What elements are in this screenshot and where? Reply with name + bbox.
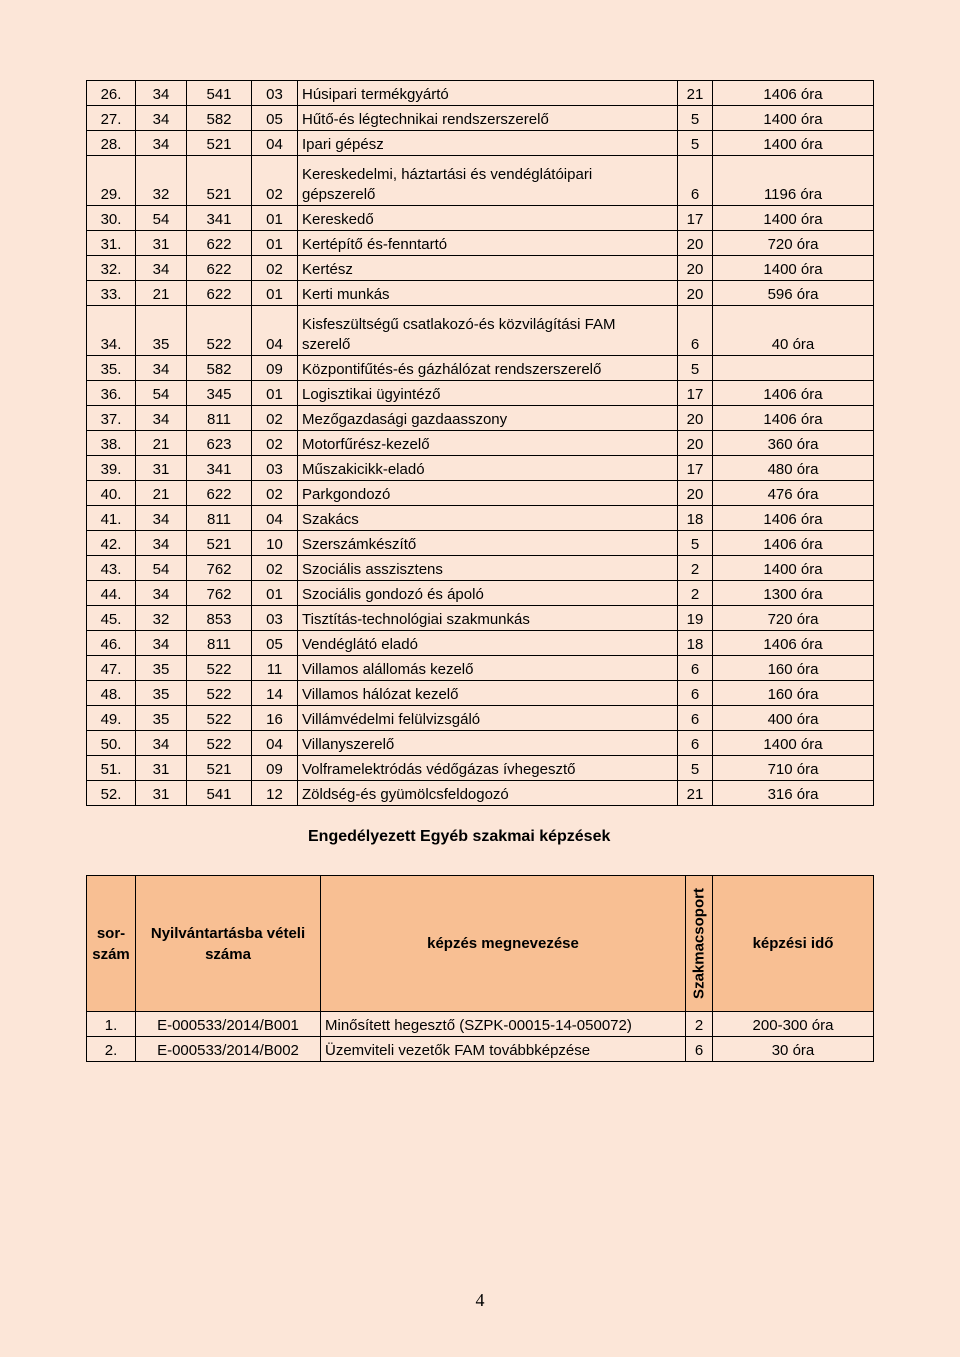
- code-part-c-cell: 09: [252, 356, 298, 381]
- row-number-cell: 50.: [87, 731, 136, 756]
- group-cell: 20: [678, 481, 713, 506]
- table-row: [87, 581, 874, 606]
- occupation-name-cell: [298, 106, 678, 131]
- code-part-a-cell: 21: [136, 481, 187, 506]
- occupation-name-line: Szakács: [302, 511, 359, 528]
- group-cell: 20: [678, 231, 713, 256]
- code-part-a-cell: 31: [136, 456, 187, 481]
- group-cell: 18: [678, 506, 713, 531]
- code-part-a-cell: 21: [136, 281, 187, 306]
- code-part-c-cell: 02: [252, 156, 298, 206]
- table-row: [87, 156, 874, 206]
- table-row: [87, 756, 874, 781]
- code-part-a-cell: 34: [136, 581, 187, 606]
- code-part-a-cell: 31: [136, 231, 187, 256]
- occupation-name-cell: [298, 506, 678, 531]
- occupations-table: [86, 80, 874, 806]
- code-part-c-cell: 03: [252, 606, 298, 631]
- row-number-cell: 45.: [87, 606, 136, 631]
- code-part-c-cell: 01: [252, 231, 298, 256]
- code-part-b-cell: 622: [187, 481, 252, 506]
- group-cell: 2: [678, 581, 713, 606]
- table-row: [87, 281, 874, 306]
- table-row: [87, 506, 874, 531]
- occupation-name-line: Kerti munkás: [302, 286, 390, 303]
- duration-cell: 480 óra: [713, 456, 874, 481]
- row-number-cell: 27.: [87, 106, 136, 131]
- table-row: [87, 531, 874, 556]
- code-part-a-cell: 21: [136, 431, 187, 456]
- code-part-b-cell: 541: [187, 81, 252, 106]
- group-cell: 17: [678, 381, 713, 406]
- occupation-name-cell: [298, 256, 678, 281]
- code-part-a-cell: 31: [136, 781, 187, 806]
- group-cell: 6: [678, 156, 713, 206]
- code-part-a-cell: 34: [136, 256, 187, 281]
- group-cell: 20: [678, 406, 713, 431]
- duration-cell: 1406 óra: [713, 506, 874, 531]
- table-row: [87, 231, 874, 256]
- group-cell: 5: [678, 131, 713, 156]
- code-part-c-cell: 02: [252, 406, 298, 431]
- occupation-name-cell: [298, 656, 678, 681]
- code-part-b-cell: 522: [187, 656, 252, 681]
- code-part-b-cell: 521: [187, 756, 252, 781]
- group-cell: 17: [678, 456, 713, 481]
- row-number-cell: 37.: [87, 406, 136, 431]
- group-cell: 2: [686, 1012, 713, 1037]
- code-part-b-cell: 811: [187, 631, 252, 656]
- occupation-name-cell: [298, 606, 678, 631]
- occupation-name-cell: [298, 756, 678, 781]
- occupation-name-line: Kisfeszültségű csatlakozó-és közvilágítási FAM: [302, 316, 616, 333]
- code-part-c-cell: 02: [252, 256, 298, 281]
- code-part-c-cell: 10: [252, 531, 298, 556]
- code-part-b-cell: 341: [187, 456, 252, 481]
- group-cell: 6: [686, 1037, 713, 1062]
- group-cell: 6: [678, 731, 713, 756]
- table-row: [87, 606, 874, 631]
- row-number-cell: 1.: [87, 1012, 136, 1037]
- code-part-a-cell: 35: [136, 656, 187, 681]
- table-row: [87, 556, 874, 581]
- occupation-name-line: Szociális asszisztens: [302, 561, 443, 578]
- row-number-cell: 46.: [87, 631, 136, 656]
- row-number-cell: 49.: [87, 706, 136, 731]
- table-row: [87, 781, 874, 806]
- table-row: [87, 1012, 874, 1037]
- duration-cell: 30 óra: [713, 1037, 874, 1062]
- occupation-name-cell: [298, 631, 678, 656]
- code-part-c-cell: 04: [252, 731, 298, 756]
- code-part-a-cell: 34: [136, 81, 187, 106]
- duration-cell: [713, 356, 874, 381]
- row-number-cell: 51.: [87, 756, 136, 781]
- table-row: [87, 206, 874, 231]
- row-number-cell: 28.: [87, 131, 136, 156]
- group-cell: 19: [678, 606, 713, 631]
- code-part-c-cell: 02: [252, 431, 298, 456]
- table-row: [87, 131, 874, 156]
- group-cell: 6: [678, 306, 713, 356]
- table-row: [87, 1037, 874, 1062]
- row-number-cell: 42.: [87, 531, 136, 556]
- occupation-name-line: Központifűtés-és gázhálózat rendszerszerelő: [302, 361, 602, 378]
- code-part-c-cell: 04: [252, 131, 298, 156]
- section-title: Engedélyezett Egyéb szakmai képzések: [308, 828, 611, 845]
- occupation-name-cell: [298, 481, 678, 506]
- table-row: [87, 481, 874, 506]
- row-number-cell: 30.: [87, 206, 136, 231]
- group-cell: 20: [678, 256, 713, 281]
- duration-cell: 1406 óra: [713, 81, 874, 106]
- duration-cell: 1400 óra: [713, 256, 874, 281]
- code-part-b-cell: 541: [187, 781, 252, 806]
- code-part-c-cell: 04: [252, 306, 298, 356]
- page-number: 4: [475, 1290, 485, 1310]
- occupation-name-cell: [298, 306, 678, 356]
- duration-cell: 596 óra: [713, 281, 874, 306]
- code-part-b-cell: 345: [187, 381, 252, 406]
- code-part-b-cell: 853: [187, 606, 252, 631]
- occupation-name-cell: [298, 381, 678, 406]
- group-cell: 17: [678, 206, 713, 231]
- row-number-cell: 26.: [87, 81, 136, 106]
- duration-cell: 360 óra: [713, 431, 874, 456]
- code-part-a-cell: 54: [136, 556, 187, 581]
- row-number-cell: 40.: [87, 481, 136, 506]
- occupation-name-cell: [298, 706, 678, 731]
- occupation-name-cell: [298, 731, 678, 756]
- duration-cell: 1406 óra: [713, 381, 874, 406]
- table-row: [87, 456, 874, 481]
- row-number-cell: 48.: [87, 681, 136, 706]
- code-part-a-cell: 34: [136, 631, 187, 656]
- code-part-a-cell: 34: [136, 106, 187, 131]
- table-row: [87, 381, 874, 406]
- code-part-b-cell: 582: [187, 106, 252, 131]
- duration-cell: 1406 óra: [713, 631, 874, 656]
- duration-cell: 720 óra: [713, 606, 874, 631]
- occupation-name-line: Mezőgazdasági gazdaasszony: [302, 411, 508, 428]
- header-kepzesi-ido: képzési idő: [713, 876, 874, 1012]
- code-part-c-cell: 03: [252, 81, 298, 106]
- code-part-b-cell: 762: [187, 556, 252, 581]
- occupation-name-cell: [298, 356, 678, 381]
- group-cell: 6: [678, 681, 713, 706]
- row-number-cell: 29.: [87, 156, 136, 206]
- occupation-name-line: Kertész: [302, 261, 353, 278]
- occupation-name-line: gépszerelő: [302, 186, 376, 203]
- duration-cell: 400 óra: [713, 706, 874, 731]
- group-cell: 21: [678, 781, 713, 806]
- row-number-cell: 36.: [87, 381, 136, 406]
- code-part-a-cell: 54: [136, 206, 187, 231]
- occupation-name-line: szerelő: [302, 336, 351, 353]
- code-part-b-cell: 521: [187, 131, 252, 156]
- occupations-table-body: [87, 81, 874, 806]
- code-part-c-cell: 12: [252, 781, 298, 806]
- occupation-name-line: Zöldség-és gyümölcsfeldogozó: [302, 786, 509, 803]
- group-cell: 5: [678, 531, 713, 556]
- table-row: [87, 681, 874, 706]
- duration-cell: 316 óra: [713, 781, 874, 806]
- code-part-b-cell: 622: [187, 256, 252, 281]
- occupation-name-cell: [298, 456, 678, 481]
- code-part-b-cell: 522: [187, 306, 252, 356]
- row-number-cell: 32.: [87, 256, 136, 281]
- occupation-name-cell: [298, 281, 678, 306]
- duration-cell: 1400 óra: [713, 206, 874, 231]
- group-cell: 18: [678, 631, 713, 656]
- table-row: [87, 81, 874, 106]
- table-row: [87, 106, 874, 131]
- occupation-name-line: Húsipari termékgyártó: [302, 86, 449, 103]
- code-part-a-cell: 34: [136, 506, 187, 531]
- row-number-cell: 33.: [87, 281, 136, 306]
- duration-cell: 1406 óra: [713, 531, 874, 556]
- duration-cell: 160 óra: [713, 681, 874, 706]
- duration-cell: 1400 óra: [713, 131, 874, 156]
- group-cell: 20: [678, 431, 713, 456]
- table-row: [87, 256, 874, 281]
- duration-cell: 476 óra: [713, 481, 874, 506]
- code-part-a-cell: 32: [136, 606, 187, 631]
- code-part-b-cell: 623: [187, 431, 252, 456]
- code-part-c-cell: 05: [252, 106, 298, 131]
- row-number-cell: 38.: [87, 431, 136, 456]
- occupation-name-cell: [298, 131, 678, 156]
- group-cell: 5: [678, 106, 713, 131]
- occupation-name-cell: [298, 781, 678, 806]
- code-part-b-cell: 622: [187, 281, 252, 306]
- occupation-name-cell: [298, 156, 678, 206]
- other-trainings-header-row: [87, 876, 874, 1012]
- occupation-name-line: Ipari gépész: [302, 136, 384, 153]
- occupation-name-cell: [298, 81, 678, 106]
- code-part-c-cell: 09: [252, 756, 298, 781]
- header-sorszam: sor- szám: [87, 876, 136, 1012]
- code-part-b-cell: 522: [187, 731, 252, 756]
- occupation-name-line: Parkgondozó: [302, 486, 391, 503]
- group-cell: 6: [678, 656, 713, 681]
- table-row: [87, 631, 874, 656]
- row-number-cell: 39.: [87, 456, 136, 481]
- row-number-cell: 35.: [87, 356, 136, 381]
- header-kepzes-megnevezese: képzés megnevezése: [321, 876, 686, 1012]
- code-part-a-cell: 34: [136, 531, 187, 556]
- code-part-b-cell: 762: [187, 581, 252, 606]
- code-part-a-cell: 34: [136, 356, 187, 381]
- code-part-c-cell: 05: [252, 631, 298, 656]
- occupation-name-line: Logisztikai ügyintéző: [302, 386, 441, 403]
- duration-cell: 1406 óra: [713, 406, 874, 431]
- code-part-b-cell: 521: [187, 156, 252, 206]
- code-part-c-cell: 02: [252, 481, 298, 506]
- occupation-name-line: Motorfűrész-kezelő: [302, 436, 430, 453]
- training-name-cell: Minősített hegesztő (SZPK-00015-14-050072): [321, 1012, 686, 1037]
- code-part-a-cell: 54: [136, 381, 187, 406]
- row-number-cell: 52.: [87, 781, 136, 806]
- occupation-name-line: Villanyszerelő: [302, 736, 395, 753]
- duration-cell: 1196 óra: [713, 156, 874, 206]
- group-cell: 5: [678, 356, 713, 381]
- code-part-b-cell: 341: [187, 206, 252, 231]
- occupation-name-cell: [298, 556, 678, 581]
- code-part-c-cell: 02: [252, 556, 298, 581]
- occupation-name-line: Kertépítő és-fenntartó: [302, 236, 448, 253]
- occupation-name-line: Kereskedelmi, háztartási és vendéglátóipari: [302, 166, 593, 183]
- code-part-a-cell: 34: [136, 131, 187, 156]
- duration-cell: 1400 óra: [713, 106, 874, 131]
- header-szakmacsoport: Szakmacsoport: [686, 876, 713, 1012]
- table-row: [87, 706, 874, 731]
- row-number-cell: 44.: [87, 581, 136, 606]
- table-row: [87, 656, 874, 681]
- other-trainings-table-body: [87, 1012, 874, 1062]
- occupation-name-line: Hűtő-és légtechnikai rendszerszerelő: [302, 111, 549, 128]
- duration-cell: 1300 óra: [713, 581, 874, 606]
- occupation-name-line: Kereskedő: [302, 211, 374, 228]
- code-part-c-cell: 16: [252, 706, 298, 731]
- code-part-b-cell: 521: [187, 531, 252, 556]
- code-part-c-cell: 04: [252, 506, 298, 531]
- occupation-name-cell: [298, 231, 678, 256]
- header-nyilvantartas: Nyilvántartásba vételi száma: [136, 876, 321, 1012]
- group-cell: 20: [678, 281, 713, 306]
- code-part-c-cell: 01: [252, 381, 298, 406]
- other-trainings-table: [86, 875, 874, 1062]
- table-row: [87, 731, 874, 756]
- duration-cell: 720 óra: [713, 231, 874, 256]
- occupation-name-line: Volframelektródás védőgázas ívhegesztő: [302, 761, 576, 778]
- code-part-b-cell: 582: [187, 356, 252, 381]
- occupation-name-cell: [298, 531, 678, 556]
- code-part-a-cell: 35: [136, 681, 187, 706]
- code-part-b-cell: 622: [187, 231, 252, 256]
- occupation-name-line: Villámvédelmi felülvizsgáló: [302, 711, 481, 728]
- occupation-name-line: Vendéglátó eladó: [302, 636, 418, 653]
- row-number-cell: 34.: [87, 306, 136, 356]
- occupation-name-cell: [298, 206, 678, 231]
- occupation-name-line: Villamos hálózat kezelő: [302, 686, 459, 703]
- code-part-c-cell: 11: [252, 656, 298, 681]
- code-part-b-cell: 811: [187, 406, 252, 431]
- code-part-c-cell: 01: [252, 206, 298, 231]
- row-number-cell: 31.: [87, 231, 136, 256]
- code-part-a-cell: 31: [136, 756, 187, 781]
- table-row: [87, 406, 874, 431]
- group-cell: 21: [678, 81, 713, 106]
- duration-cell: 710 óra: [713, 756, 874, 781]
- code-part-a-cell: 34: [136, 731, 187, 756]
- occupation-name-line: Tisztítás-technológiai szakmunkás: [302, 611, 530, 628]
- occupation-name-cell: [298, 681, 678, 706]
- row-number-cell: 47.: [87, 656, 136, 681]
- code-part-a-cell: 35: [136, 706, 187, 731]
- group-cell: 6: [678, 706, 713, 731]
- duration-cell: 160 óra: [713, 656, 874, 681]
- duration-cell: 1400 óra: [713, 731, 874, 756]
- code-part-c-cell: 01: [252, 581, 298, 606]
- code-part-c-cell: 03: [252, 456, 298, 481]
- code-part-b-cell: 811: [187, 506, 252, 531]
- duration-cell: 200-300 óra: [713, 1012, 874, 1037]
- code-part-a-cell: 32: [136, 156, 187, 206]
- occupation-name-line: Szociális gondozó és ápoló: [302, 586, 484, 603]
- occupation-name-cell: [298, 581, 678, 606]
- occupation-name-line: Villamos alállomás kezelő: [302, 661, 474, 678]
- table-row: [87, 306, 874, 356]
- code-part-b-cell: 522: [187, 706, 252, 731]
- row-number-cell: 43.: [87, 556, 136, 581]
- occupation-name-cell: [298, 406, 678, 431]
- training-name-cell: Üzemviteli vezetők FAM továbbképzése: [321, 1037, 686, 1062]
- registration-number-cell: E-000533/2014/B001: [136, 1012, 321, 1037]
- occupation-name-line: Műszakicikk-eladó: [302, 461, 425, 478]
- occupation-name-cell: [298, 431, 678, 456]
- code-part-b-cell: 522: [187, 681, 252, 706]
- row-number-cell: 2.: [87, 1037, 136, 1062]
- group-cell: 5: [678, 756, 713, 781]
- code-part-c-cell: 14: [252, 681, 298, 706]
- registration-number-cell: E-000533/2014/B002: [136, 1037, 321, 1062]
- occupation-name-line: Szerszámkészítő: [302, 536, 417, 553]
- row-number-cell: 41.: [87, 506, 136, 531]
- code-part-a-cell: 34: [136, 406, 187, 431]
- code-part-a-cell: 35: [136, 306, 187, 356]
- group-cell: 2: [678, 556, 713, 581]
- code-part-c-cell: 01: [252, 281, 298, 306]
- table-row: [87, 356, 874, 381]
- duration-cell: 40 óra: [713, 306, 874, 356]
- table-row: [87, 431, 874, 456]
- duration-cell: 1400 óra: [713, 556, 874, 581]
